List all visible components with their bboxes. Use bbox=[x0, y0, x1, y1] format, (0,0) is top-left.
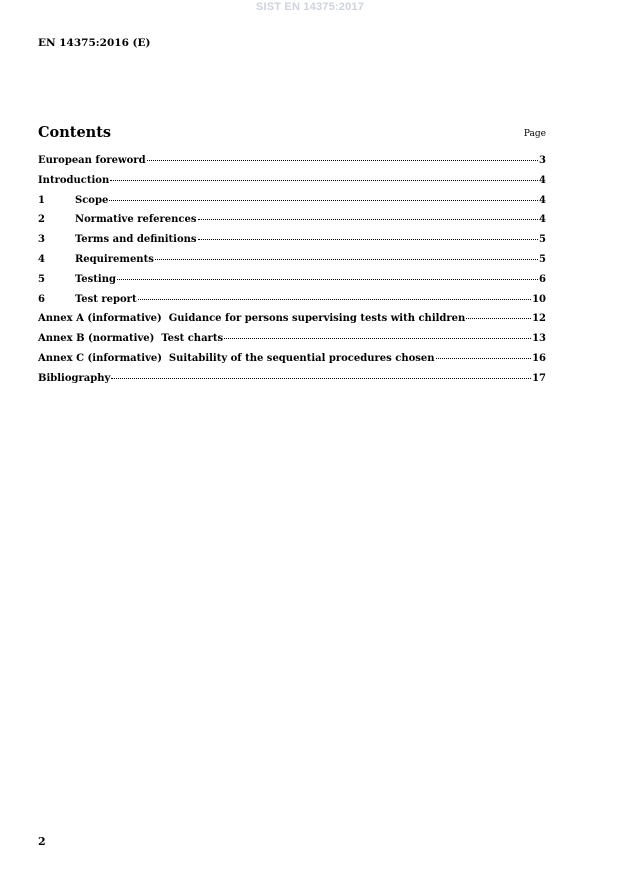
toc-entry-page: 4 bbox=[539, 174, 546, 186]
toc-leader-dots bbox=[224, 338, 531, 339]
toc-entry-number: 6 bbox=[38, 293, 45, 305]
toc-entry-page: 5 bbox=[539, 234, 546, 246]
toc-leader-dots bbox=[117, 279, 538, 280]
toc-entry-page: 10 bbox=[532, 293, 546, 305]
toc-entry-title: Annex B (normative) Test charts bbox=[38, 333, 224, 345]
toc-entry-annex-a[interactable] bbox=[38, 313, 546, 333]
toc-entry-bibliography[interactable] bbox=[38, 373, 546, 393]
toc-entry-page: 16 bbox=[532, 352, 546, 364]
toc-entry-terms-and-definitions[interactable] bbox=[38, 234, 546, 254]
toc-leader-dots bbox=[198, 219, 539, 220]
toc-entry-title: European foreword bbox=[38, 155, 146, 166]
toc-leader-dots bbox=[436, 358, 532, 359]
toc-entry-title: Annex A (informative) Guidance for persons supervising tests with children bbox=[38, 313, 466, 325]
toc-entry-number: 1 bbox=[38, 194, 45, 206]
page-number: 2 bbox=[38, 835, 46, 848]
toc-entry-number: 5 bbox=[38, 273, 45, 285]
toc-entry-introduction[interactable] bbox=[38, 175, 546, 195]
toc-entry-title: Requirements bbox=[75, 253, 154, 265]
toc-leader-dots bbox=[109, 200, 538, 201]
contents-heading: Contents bbox=[38, 124, 112, 141]
toc-entry-number: 4 bbox=[38, 253, 45, 265]
toc-entry-page: 5 bbox=[539, 253, 546, 265]
toc-entry-page: 3 bbox=[539, 155, 546, 166]
toc-entry-page: 6 bbox=[539, 273, 546, 285]
toc-entry-annex-b[interactable] bbox=[38, 333, 546, 353]
toc-leader-dots bbox=[110, 180, 538, 181]
page-column-label: Page bbox=[523, 129, 546, 139]
toc-entry-scope[interactable] bbox=[38, 195, 546, 215]
toc-entry-testing[interactable] bbox=[38, 274, 546, 294]
toc-leader-dots bbox=[466, 318, 531, 319]
toc-entry-page: 12 bbox=[532, 313, 546, 325]
toc-entry-requirements[interactable] bbox=[38, 254, 546, 274]
toc-entry-title: Normative references bbox=[75, 214, 197, 226]
toc-leader-dots bbox=[198, 239, 539, 240]
toc-leader-dots bbox=[138, 299, 532, 300]
toc-entry-title: Annex C (informative) Suitability of the sequential procedures chosen bbox=[38, 352, 435, 364]
toc-entry-test-report[interactable] bbox=[38, 294, 546, 314]
toc-entry-page: 13 bbox=[532, 333, 546, 345]
toc-entry-page: 4 bbox=[539, 194, 546, 206]
toc-leader-dots bbox=[147, 160, 538, 161]
table-of-contents bbox=[38, 155, 546, 393]
watermark: SIST EN 14375:2017 bbox=[255, 1, 365, 13]
toc-entry-title: Scope bbox=[75, 194, 109, 206]
toc-entry-title: Test report bbox=[75, 293, 137, 305]
toc-entry-title: Terms and definitions bbox=[75, 234, 197, 246]
toc-entry-page: 4 bbox=[539, 214, 546, 226]
toc-entry-number: 2 bbox=[38, 214, 45, 226]
toc-entry-annex-c[interactable] bbox=[38, 353, 546, 373]
toc-entry-page: 17 bbox=[532, 372, 546, 384]
document-identifier: EN 14375:2016 (E) bbox=[38, 37, 151, 49]
toc-entry-european-foreword[interactable] bbox=[38, 155, 546, 175]
toc-entry-title: Introduction bbox=[38, 174, 110, 186]
toc-leader-dots bbox=[111, 378, 531, 379]
toc-entry-title: Bibliography bbox=[38, 372, 111, 384]
toc-entry-number: 3 bbox=[38, 234, 45, 246]
toc-entry-title: Testing bbox=[75, 273, 116, 285]
toc-entry-normative-references[interactable] bbox=[38, 214, 546, 234]
toc-leader-dots bbox=[155, 259, 538, 260]
